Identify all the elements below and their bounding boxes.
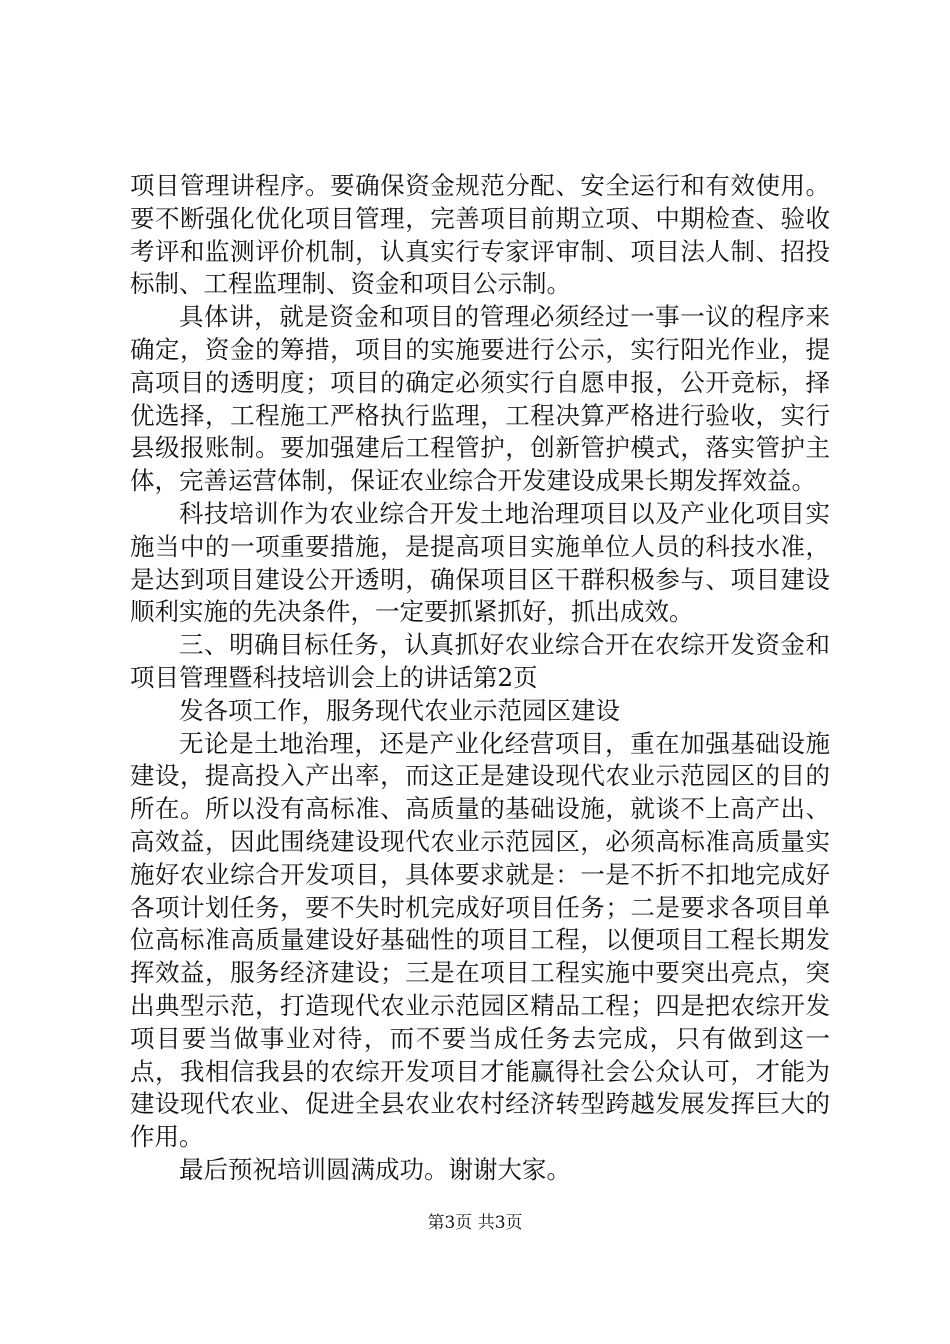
paragraph-requirements: 无论是土地治理，还是产业化经营项目，重在加强基础设施建设，提高投入产出率，而这正是建设现代农业示范园区的目的所在。所以没有高标准、高质量的基础设施，就谈不上高产出、高效益，因此围绕建设现代农业示范园区，必须高标准高质量实施好农业综合开发项目，具体要求就是：一是不折不扣地完成好各项计划任务，要不失时机完成好项目任务；二是要求各项目单位高标准高质量建设好基础性的项目工程，以便项目工程长期发挥效益，服务经济建设；三是在项目工程实施中要突出亮点，突出典型示范，打造现代农业示范园区精品工程；四是把农综开发项目要当做事业对待，而不要当成任务去完成，只有做到这一点，我相信我县的农综开发项目才能赢得社会公众认可，才能为建设现代农业、促进全县农业农村经济转型跨越发展发挥巨大的作用。 — [130, 728, 830, 1152]
page-footer: 第3页 共3页 — [427, 1213, 523, 1233]
paragraph-tech-training: 科技培训作为农业综合开发土地治理项目以及产业化项目实施当中的一项重要措施，是提高项目实施单位人员的科技水准，是达到项目建设公开透明，确保项目区干群积极参与、项目建设顺利实施的先决条件，一定要抓紧抓好，抓出成效。 — [130, 498, 830, 627]
paragraph-project-management: 项目管理讲程序。要确保资金规范分配、安全运行和有效使用。要不断强化优化项目管理，完善项目前期立项、中期检查、验收考评和监测评价机制，认真实行专家评审制、项目法人制、招投标制、工程监理制、资金和项目公示制。 — [130, 171, 830, 299]
paragraph-specifics: 具体讲，就是资金和项目的管理必须经过一事一议的程序来确定，资金的筹措，项目的实施要进行公示，实行阳光作业，提高项目的透明度；项目的确定必须实行自愿申报，公开竞标，择优选择，工程施工严格执行监理，工程决算严格进行验收，实行县级报账制。要加强建后工程管护，创新管护模式，落实管护主体，完善运营体制，保证农业综合开发建设成果长期发挥效益。 — [130, 302, 830, 496]
paragraph-section-three-heading: 三、明确目标任务，认真抓好农业综合开在农综开发资金和项目管理暨科技培训会上的讲话第2页 — [130, 630, 830, 692]
paragraph-section-three-continuation: 发各项工作，服务现代农业示范园区建设 — [179, 695, 620, 725]
paragraph-closing: 最后预祝培训圆满成功。谢谢大家。 — [179, 1154, 571, 1184]
document-body — [130, 170, 830, 1187]
